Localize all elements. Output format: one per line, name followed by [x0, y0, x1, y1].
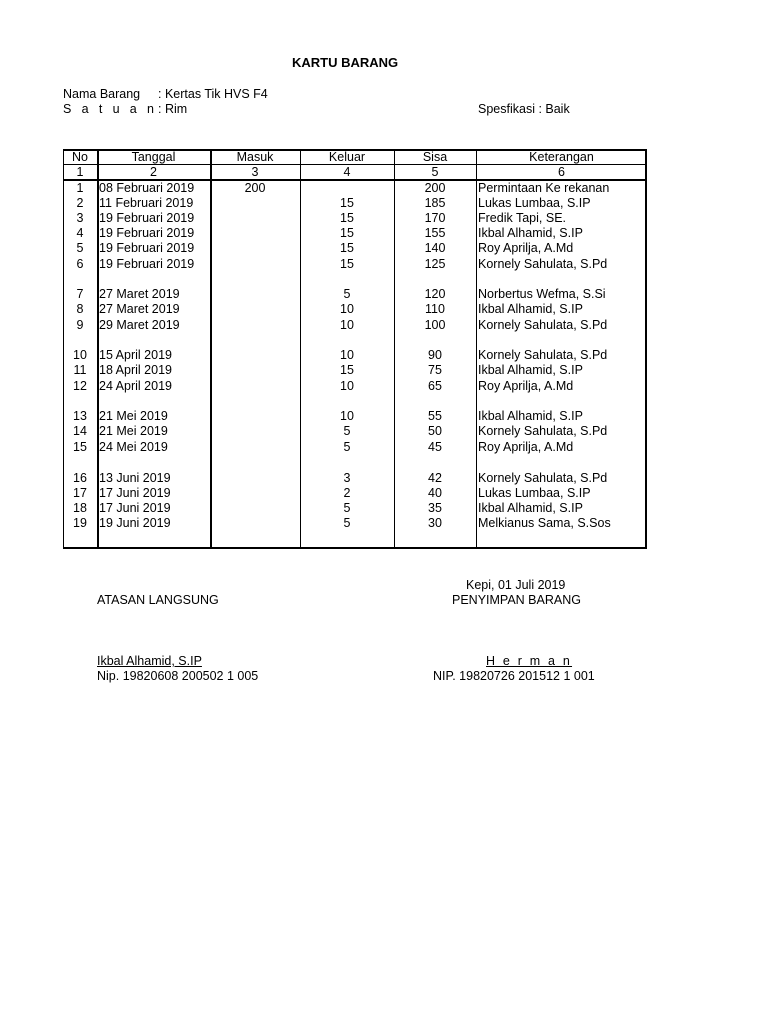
row-sisa: 30: [428, 516, 442, 530]
row-keterangan: Ikbal Alhamid, S.IP: [478, 302, 583, 316]
column-header: Tanggal: [131, 150, 176, 164]
row-tanggal: 17 Juni 2019: [99, 486, 171, 500]
row-tanggal: 21 Mei 2019: [99, 409, 168, 423]
row-keluar: 15: [340, 241, 354, 255]
column-header: Sisa: [422, 150, 448, 164]
row-masuk: 200: [244, 181, 266, 195]
row-no: 8: [76, 302, 84, 316]
right-signatory-role: PENYIMPAN BARANG: [452, 593, 581, 607]
row-keterangan: Norbertus Wefma, S.Si: [478, 287, 606, 301]
row-no: 11: [73, 363, 87, 377]
row-keluar: 5: [343, 516, 351, 530]
row-tanggal: 27 Maret 2019: [99, 302, 180, 316]
row-keterangan: Roy Aprilja, A.Md: [478, 440, 574, 454]
row-sisa: 65: [428, 379, 442, 393]
row-keterangan: Kornely Sahulata, S.Pd: [478, 257, 608, 271]
row-tanggal: 15 April 2019: [99, 348, 172, 362]
row-no: 17: [73, 486, 87, 500]
row-sisa: 110: [425, 302, 445, 316]
table-border-bottom: [63, 547, 647, 549]
row-sisa: 42: [428, 471, 442, 485]
row-keluar: 10: [340, 348, 354, 362]
left-signatory-name: Ikbal Alhamid, S.IP: [97, 654, 202, 668]
row-keterangan: Kornely Sahulata, S.Pd: [478, 318, 608, 332]
row-sisa: 155: [424, 226, 446, 240]
row-keterangan: Melkianus Sama, S.Sos: [478, 516, 611, 530]
column-number: 1: [76, 165, 84, 179]
row-keterangan: Roy Aprilja, A.Md: [478, 379, 574, 393]
row-keluar: 10: [340, 409, 354, 423]
right-signatory-nip: NIP. 19820726 201512 1 001: [433, 669, 595, 683]
row-tanggal: 29 Maret 2019: [99, 318, 180, 332]
row-no: 16: [73, 471, 87, 485]
row-no: 18: [73, 501, 87, 515]
row-keluar: 10: [340, 379, 354, 393]
column-number: 2: [150, 165, 157, 179]
row-tanggal: 08 Februari 2019: [99, 181, 195, 195]
row-no: 2: [76, 196, 84, 210]
left-signatory-nip: Nip. 19820608 200502 1 005: [97, 669, 259, 683]
row-keluar: 10: [340, 318, 354, 332]
row-keterangan: Ikbal Alhamid, S.IP: [478, 501, 583, 515]
row-tanggal: 13 Juni 2019: [99, 471, 171, 485]
row-keluar: 3: [343, 471, 351, 485]
column-number: 4: [343, 165, 351, 179]
table-border-right: [645, 149, 647, 549]
row-keluar: 15: [340, 211, 354, 225]
row-keluar: 15: [340, 363, 354, 377]
row-tanggal: 19 Februari 2019: [99, 241, 195, 255]
row-no: 19: [73, 516, 87, 530]
row-keterangan: Ikbal Alhamid, S.IP: [478, 226, 583, 240]
row-tanggal: 19 Februari 2019: [99, 211, 195, 225]
row-keluar: 2: [343, 486, 351, 500]
row-keterangan: Permintaan Ke rekanan: [478, 181, 610, 195]
row-no: 5: [76, 241, 84, 255]
row-keluar: 15: [340, 257, 354, 271]
row-sisa: 50: [428, 424, 442, 438]
row-keterangan: Ikbal Alhamid, S.IP: [478, 363, 583, 377]
row-keluar: 5: [343, 424, 351, 438]
satuan-value: : Rim: [158, 102, 188, 116]
row-tanggal: 19 Februari 2019: [99, 226, 195, 240]
row-keterangan: Fredik Tapi, SE.: [478, 211, 567, 225]
row-sisa: 170: [424, 211, 446, 225]
row-keluar: 5: [343, 501, 351, 515]
row-keterangan: Roy Aprilja, A.Md: [478, 241, 574, 255]
row-no: 1: [76, 181, 84, 195]
column-number: 5: [431, 165, 439, 179]
table-column-line: [210, 149, 212, 549]
row-sisa: 90: [428, 348, 442, 362]
column-header: No: [72, 150, 88, 164]
row-no: 7: [76, 287, 84, 301]
row-keterangan: Kornely Sahulata, S.Pd: [478, 471, 608, 485]
row-keterangan: Lukas Lumbaa, S.IP: [478, 196, 591, 210]
left-signatory-role: ATASAN LANGSUNG: [97, 593, 219, 607]
row-keterangan: Kornely Sahulata, S.Pd: [478, 348, 608, 362]
row-keluar: 5: [343, 440, 351, 454]
row-keluar: 10: [340, 302, 354, 316]
inventory-table: [63, 149, 647, 549]
column-number: 6: [558, 165, 565, 179]
row-no: 4: [76, 226, 84, 240]
row-keterangan: Kornely Sahulata, S.Pd: [478, 424, 608, 438]
row-tanggal: 17 Juni 2019: [99, 501, 171, 515]
row-sisa: 100: [424, 318, 446, 332]
row-tanggal: 24 April 2019: [99, 379, 172, 393]
place-date: Kepi, 01 Juli 2019: [466, 578, 566, 592]
nama-barang-value: : Kertas Tik HVS F4: [158, 87, 268, 101]
row-tanggal: 19 Februari 2019: [99, 257, 195, 271]
column-header: Keterangan: [529, 150, 594, 164]
row-sisa: 185: [424, 196, 446, 210]
row-sisa: 140: [424, 241, 446, 255]
row-keterangan: Lukas Lumbaa, S.IP: [478, 486, 591, 500]
row-tanggal: 18 April 2019: [99, 363, 172, 377]
row-sisa: 55: [428, 409, 442, 423]
row-no: 15: [73, 440, 87, 454]
row-keterangan: Ikbal Alhamid, S.IP: [478, 409, 583, 423]
document-title: KARTU BARANG: [292, 55, 399, 70]
row-keluar: 5: [343, 287, 351, 301]
row-sisa: 120: [424, 287, 446, 301]
row-no: 10: [73, 348, 87, 362]
row-tanggal: 11 Februari 2019: [99, 196, 194, 210]
row-no: 12: [73, 379, 87, 393]
nama-barang-label: Nama Barang: [63, 87, 141, 101]
row-sisa: 45: [428, 440, 442, 454]
row-tanggal: 24 Mei 2019: [99, 440, 168, 454]
row-sisa: 35: [428, 501, 442, 515]
row-tanggal: 21 Mei 2019: [99, 424, 168, 438]
column-header: Masuk: [236, 150, 274, 164]
satuan-label: S a t u a n: [63, 102, 158, 116]
right-signatory-name: H e r m a n: [486, 654, 573, 668]
row-sisa: 200: [424, 181, 446, 195]
row-no: 9: [76, 318, 84, 332]
row-no: 13: [73, 409, 87, 423]
spesifikasi-text: Spesfikasi : Baik: [478, 102, 570, 116]
table-column-line: [476, 149, 477, 549]
row-sisa: 40: [428, 486, 442, 500]
row-tanggal: 27 Maret 2019: [99, 287, 180, 301]
row-sisa: 75: [428, 363, 442, 377]
column-header: Keluar: [328, 150, 366, 164]
row-keluar: 15: [340, 196, 354, 210]
row-sisa: 125: [424, 257, 446, 271]
row-keluar: 15: [340, 226, 354, 240]
row-no: 3: [76, 211, 84, 225]
row-no: 14: [73, 424, 87, 438]
row-tanggal: 19 Juni 2019: [99, 516, 171, 530]
row-no: 6: [76, 257, 84, 271]
column-number: 3: [251, 165, 259, 179]
